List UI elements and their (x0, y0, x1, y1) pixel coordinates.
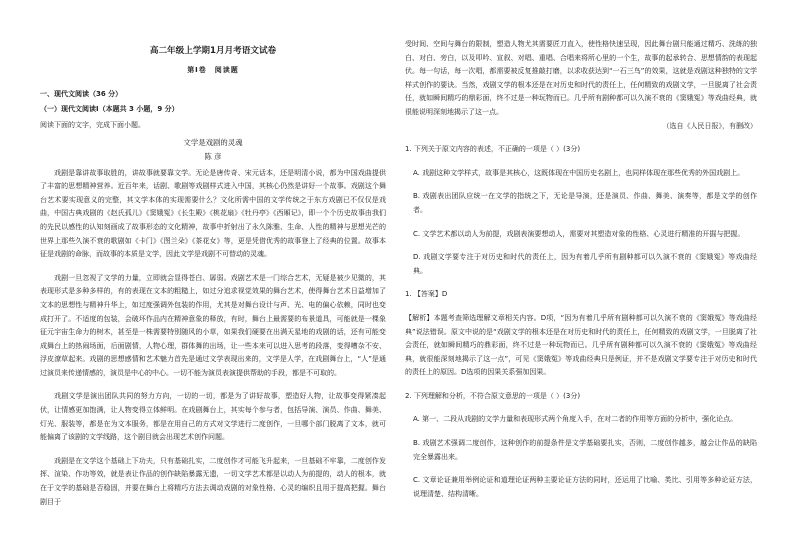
option-c: C. 文学艺术都以动人为前提，戏剧表演要想动人，需要对其塑造对象的性格、心灵进行精准的开掘与把握。 (413, 229, 745, 238)
article-source: （选自《人民日报》，有删改） (662, 121, 757, 130)
article-paragraph: 戏剧是靠讲故事取胜的，讲故事就要靠文学。无论是唐传奇、宋元话本，还是明清小说，都为中国戏曲提供了丰富的思想精神营养。近百年来，话剧、歌剧等戏剧样式进入中国，其核心仍然是讲好一个故事。戏剧这个舞台艺术要实现意义的完整，其文学本体的实现需要什么？文化所需中国的文学传统之于东方戏剧已不仅仅是戏曲，中国古典戏剧的《赵氏孤儿》《窦娥冤》《长生殿》《桃花扇》《牡丹亭》《西厢记》，即一个个历史故事由我们的先民以感性的认知刻画成了故事形态的文化精神，故事中折射出了永久陈雅、生命、人性的精神与思想光芒的世界上那些久演不衰的歌剧如《卡门》《图兰朵》《茶花女》等，更是凭借优秀的故事登上了经典的位置。故事本征是戏剧的命脉，而故事的本质是文学，因此文学是戏剧不可替动的灵魂。 (40, 168, 386, 259)
subsection-heading: （一）现代文阅读Ⅰ（本题共 3 小题，9 分） (40, 105, 179, 114)
exam-title: 高二年级上学期1月月考语文试卷 (149, 46, 277, 56)
option-a: A. 第一、二段从戏剧的文学力量和表现形式两个角度入手，在对二者的作用等方面的分析中，强化论点。 (413, 415, 738, 424)
article-paragraph: 戏剧一旦忽视了文学的力量，立即就会显得苍白、孱弱。戏剧艺术是一门综合艺术，无疑是被少见微的，其表现形式是多种多样的，有的表现在文本的粗糙上，如过分追求视觉效果的舞台艺术，使得舞台艺术日益增加了文本的思想性与精神升华上，如过度强调外包装的作用，尤其是对舞台设计与声、光、电的偏心依赖，同时也变成打开了。不适度的包装，会破坏作品内在精神意象的释放，有时，舞台上最需要的布景道具，可能就是一棵象征元宇宙生命力的树木，甚至是一株需要特别随风的小草，如果我们硬要在出满天星地的戏剧的话，还有可能变成舞台上的热闹场面，后面剧情，人物心理，群体舞的出场，让一些本来可以进入思考的段落，变得嘈杂不安、浮皮潦草起来。戏剧的思想感情和艺术魅力首先是通过文学表现出来的，文学是人学，在戏剧舞台上，“人”是通过演员来传递情感的，演员是中心的中心。一切不能为演员表演提供帮助的手段，都是不可取的。 (40, 273, 386, 377)
option-a: A. 戏剧这种文学样式，故事是其核心，这既体现在中国历史名剧上，也同样体现在那些优秀的外国戏剧上。 (413, 168, 745, 177)
article-paragraph: 戏剧是在文学这个基础上下功夫，只有基础扎实，二度创作才可能飞升起来，一旦基础不牢靠，二度创作发挥、渲染、作功等效，就是表让作品的创作缺陷暴露无遗，一切文学艺术都是以动人为前提的，动人的根本，就在于文学的基础是否稳固，并要在舞台上将精巧方法去调动戏剧的对象性格、心灵的编织且用于提高把握。舞台剧目于 (40, 456, 386, 506)
option-c: C. 文章论证兼用举例论证和道理论证两种主要论证方法的同时，还运用了比喻、类比、引用等多种论证方法，说理清楚、结构清晰。 (413, 476, 757, 498)
part-title: 第Ⅰ卷 阅读题 (187, 66, 239, 74)
right-column (405, 38, 757, 501)
question-1: 1. 下列关于原文内容的表述，不正确的一项是（ ）(3分) (405, 145, 581, 154)
option-b: B. 戏剧艺术强调二度创作，这种创作的前提条件是文学基础要扎实，否则，二度创作越多，越会让作品的缺陷完全暴露出来。 (413, 439, 757, 461)
answer-1: 1. 【答案】D (405, 290, 448, 299)
article-continuation: 受时间、空间与舞台的限制，塑造人物尤其需要匠刀直入，使性格快速呈现，因此舞台剧只能通过精巧、洗练的独白、对白、旁白，以及叩吟、宣叙、对唱、重唱、合唱来将所心里的一个生，故事的起承转合、思想情韵的表现起伏。每一句话，每一次唱，都需要被反复推敲打磨，以求收获达到“一石三鸟”的效果，这就是戏剧这种独特的文学样式创作的要诀。当然，戏剧文学的根本还是在对历史和时代的责任上，任何精致的戏剧文学，一旦脱离了社会责任，就如瞬间精巧的鼎彩面，终不过是一种玩物而已。几乎所有剧种都可以久演不衰的《窦娥冤》等戏曲经典，就很能说明深刻地揭示了这一点。 (405, 40, 757, 116)
section-heading: 一、现代文阅读（36 分） (40, 89, 123, 98)
instruction: 阅读下面的文字，完成下面小题。 (40, 120, 145, 129)
question-2: 2. 下列理解和分析，不符合原文意思的一项是（ ）(3分) (405, 391, 581, 400)
analysis-1: 【解析】本题考查筛选理解文章相关内容。D项，“因为有着几乎所有剧种都可以久演不衰的《窦娥冤》等戏曲经典”说法错误。原文中说的是“戏剧文学的根本还是在对历史和时代的责任上，任何精致的戏剧文学，一旦脱离了社会责任，就如瞬间精巧的鼎彩面，终不过是一种玩物而已。几乎所有剧种都可以久演不衰的《窦娥冤》等戏曲经典，就很能深刻地揭示了这一点”，可见《窦娥冤》等戏曲经典只是例证，并不是戏剧文学要专注于对历史和时代的责任上的原因。D选项的因果关系强加因果。 (405, 313, 757, 377)
option-d: D. 戏剧文学要专注于对历史和时代的责任上，因为有着几乎所有剧种都可以久演不衰的《窦娥冤》等戏曲经典。 (413, 253, 757, 275)
option-b: B. 戏剧表出团队应统一在文学的指统之下，无论是导演，还是演员、作曲、舞美、演奏等，都是文学的创作者。 (413, 192, 757, 214)
article-title: 文学是戏剧的灵魂 (183, 138, 243, 148)
left-column (40, 38, 386, 509)
article-paragraph: 戏剧文学是演出团队共同的努力方向，一切的一切，都是为了讲好故事，塑造好人物，让故事变得紧凑起伏，让情感更加饱满，让人物变得立体鲜明。在戏剧舞台上，其实每个参与者，包括导演、演员、作曲、舞美、灯光、服装等，都是在为文本服务，都是在用自己的方式对文学进行二度创作，一旦哪个部门脱离了文本，就可能偏离了该剧的文学线路，这个剧目就会出现艺术创作问题。 (40, 392, 386, 442)
article-author: 陈 彦 (204, 151, 222, 161)
